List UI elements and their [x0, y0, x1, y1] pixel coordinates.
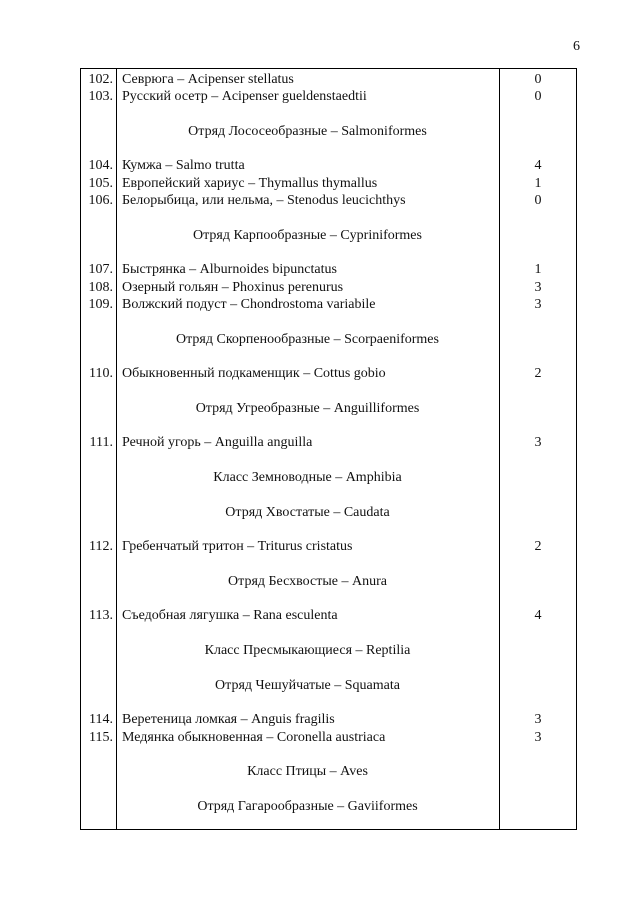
- entry-number: 102.: [88, 72, 113, 87]
- entry-category: 3: [534, 712, 542, 727]
- section-heading: Отряд Лососеобразные – Salmoniformes: [188, 124, 427, 139]
- entry-number: 108.: [88, 280, 113, 295]
- entry-category: 4: [534, 158, 542, 173]
- entry-category: 1: [534, 176, 542, 191]
- entry-number: 106.: [88, 193, 113, 208]
- entry-species-name: Европейский хариус – Thymallus thymallus: [122, 176, 378, 191]
- entry-species-name: Речной угорь – Anguilla anguilla: [122, 435, 313, 450]
- entry-number: 115.: [89, 730, 113, 745]
- entry-number: 110.: [89, 366, 113, 381]
- column-divider-number: [116, 69, 117, 829]
- entry-species-name: Белорыбица, или нельма, – Stenodus leucichthys: [122, 193, 406, 208]
- entry-number: 114.: [89, 712, 113, 727]
- entry-category: 1: [534, 262, 542, 277]
- entry-number: 112.: [89, 539, 113, 554]
- section-heading: Отряд Бесхвостые – Anura: [228, 574, 387, 589]
- section-heading: Отряд Гагарообразные – Gaviiformes: [197, 799, 418, 814]
- entry-category: 3: [534, 435, 542, 450]
- entry-species-name: Съедобная лягушка – Rana esculenta: [122, 608, 338, 623]
- entry-species-name: Веретеница ломкая – Anguis fragilis: [122, 712, 335, 727]
- entry-category: 0: [534, 72, 542, 87]
- entry-species-name: Озерный гольян – Phoxinus perenurus: [122, 280, 344, 295]
- entry-category: 4: [534, 608, 542, 623]
- entry-number: 103.: [88, 89, 113, 104]
- species-table: [80, 68, 577, 830]
- section-heading: Класс Птицы – Aves: [247, 764, 368, 779]
- section-heading: Класс Пресмыкающиеся – Reptilia: [204, 643, 411, 658]
- section-heading: Класс Земноводные – Amphibia: [213, 470, 402, 485]
- entry-species-name: Гребенчатый тритон – Triturus cristatus: [122, 539, 353, 554]
- page-number: 6: [573, 39, 580, 54]
- section-heading: Отряд Хвостатые – Caudata: [225, 505, 390, 520]
- entry-species-name: Кумжа – Salmo trutta: [122, 158, 245, 173]
- section-heading: Отряд Скорпенообразные – Scorpaeniformes: [176, 332, 439, 347]
- entry-species-name: Волжский подуст – Chondrostoma variabile: [122, 297, 376, 312]
- entry-species-name: Медянка обыкновенная – Coronella austriaca: [122, 730, 386, 745]
- entry-category: 3: [534, 280, 542, 295]
- entry-species-name: Быстрянка – Alburnoides bipunctatus: [122, 262, 337, 277]
- entry-category: 2: [534, 539, 542, 554]
- entry-species-name: Обыкновенный подкаменщик – Cottus gobio: [122, 366, 386, 381]
- section-heading: Отряд Чешуйчатые – Squamata: [215, 678, 400, 693]
- entry-number: 111.: [89, 435, 113, 450]
- entry-category: 0: [534, 193, 542, 208]
- entry-number: 104.: [88, 158, 113, 173]
- entry-number: 109.: [88, 297, 113, 312]
- entry-category: 2: [534, 366, 542, 381]
- entry-number: 113.: [89, 608, 113, 623]
- entry-number: 107.: [88, 262, 113, 277]
- entry-category: 0: [534, 89, 542, 104]
- section-heading: Отряд Карпообразные – Cypriniformes: [193, 228, 422, 243]
- entry-species-name: Русский осетр – Acipenser gueldenstaedtii: [122, 89, 367, 104]
- entry-category: 3: [534, 297, 542, 312]
- entry-number: 105.: [88, 176, 113, 191]
- entry-category: 3: [534, 730, 542, 745]
- section-heading: Отряд Угреобразные – Anguilliformes: [195, 401, 420, 416]
- entry-species-name: Севрюга – Acipenser stellatus: [122, 72, 294, 87]
